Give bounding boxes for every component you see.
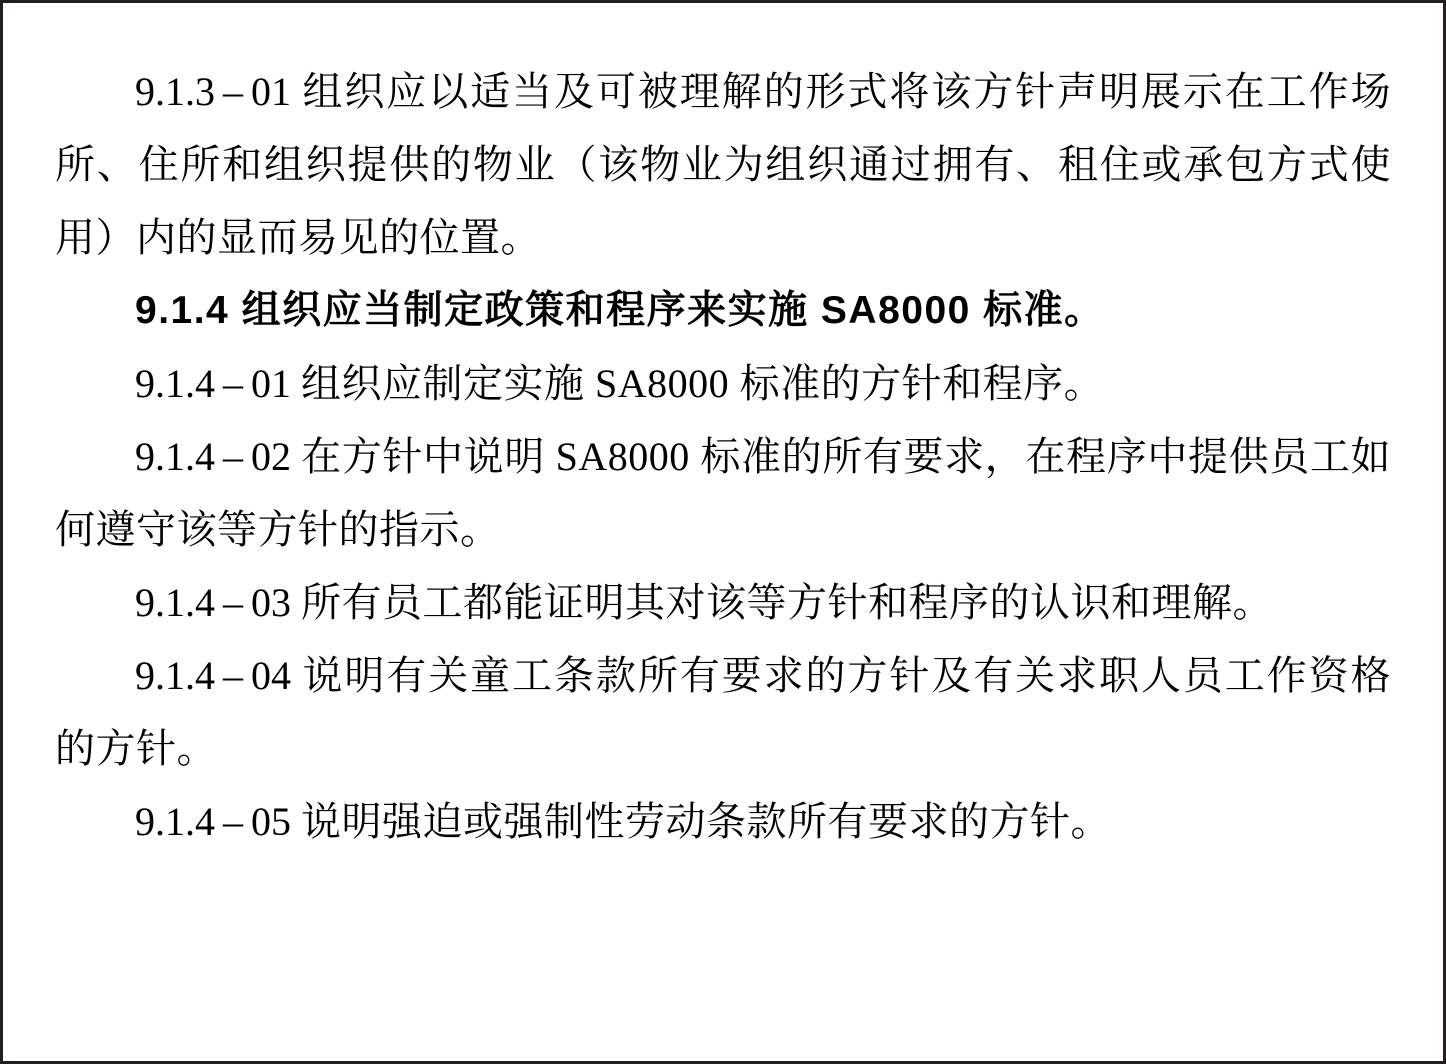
paragraph-clause-9-1-4-02: 9.1.4 – 02 在方针中说明 SA8000 标准的所有要求，在程序中提供员工如何遵守该等方针的指示。	[55, 434, 1391, 552]
paragraph-clause-9-1-3-01: 9.1.3 – 01 组织应以适当及可被理解的形式将该方针声明展示在工作场所、住所和组织提供的物业（该物业为组织通过拥有、租住或承包方式使用）内的显而易见的位置。	[55, 69, 1391, 260]
document-body	[55, 55, 1391, 1031]
paragraph-clause-9-1-4-03: 9.1.4 – 03 所有员工都能证明其对该等方针和程序的认识和理解。	[135, 580, 1274, 625]
paragraph-clause-9-1-4-04: 9.1.4 – 04 说明有关童工条款所有要求的方针及有关求职人员工作资格的方针。	[55, 653, 1391, 771]
paragraph-clause-9-1-4-01: 9.1.4 – 01 组织应制定实施 SA8000 标准的方针和程序。	[135, 361, 1105, 406]
paragraph-clause-9-1-4: 9.1.4 组织应当制定政策和程序来实施 SA8000 标准。	[135, 289, 1105, 332]
paragraph-clause-9-1-4-05: 9.1.4 – 05 说明强迫或强制性劳动条款所有要求的方针。	[135, 799, 1112, 844]
